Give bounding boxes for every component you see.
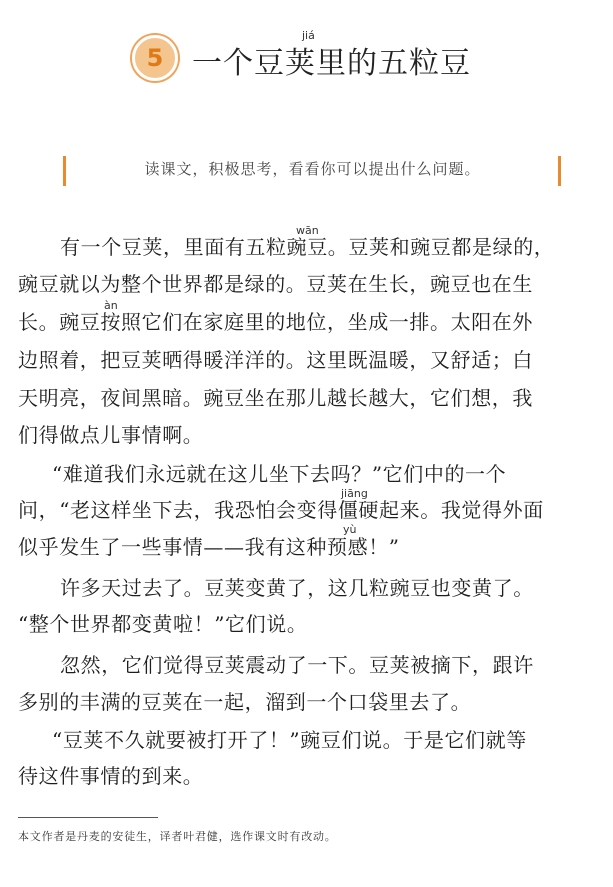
paragraph-1-line-3: 长。豌豆按照它们在家庭里的地位，坐成一排。太阳在外 bbox=[18, 310, 533, 334]
pinyin-an: àn bbox=[104, 299, 118, 312]
footnote: 本文作者是丹麦的安徒生，译者叶君健，选作课文时有改动。 bbox=[18, 830, 337, 843]
paragraph-5-line-1: “豆荚不久就要被打开了！”豌豆们说。于是它们就等 bbox=[52, 728, 527, 752]
paragraph-1-line-2: 豌豆就以为整个世界都是绿的。豆荚在生长，豌豆也在生 bbox=[18, 272, 533, 296]
paragraph-5-line-2: 待这件事情的到来。 bbox=[18, 764, 204, 788]
paragraph-4-line-2: 多别的丰满的豆荚在一起，溜到一个口袋里去了。 bbox=[18, 690, 472, 714]
pinyin-wan: wān bbox=[296, 224, 319, 237]
paragraph-1-line-1: 有一个豆荚，里面有五粒豌豆。豆荚和豌豆都是绿的， bbox=[60, 235, 555, 259]
lesson-number-badge bbox=[132, 35, 178, 81]
paragraph-1-line-6: 们得做点儿事情啊。 bbox=[18, 423, 204, 447]
pinyin-yu: yù bbox=[343, 523, 357, 536]
prompt-right-bar bbox=[558, 156, 561, 186]
paragraph-3-line-2: “整个世界都变黄啦！”它们说。 bbox=[18, 612, 308, 636]
paragraph-2-line-3: 似乎发生了一些事情——我有这种预感！” bbox=[18, 535, 400, 559]
paragraph-2-line-1: “难道我们永远就在这儿坐下去吗？”它们中的一个 bbox=[52, 462, 507, 486]
footnote-divider bbox=[18, 817, 158, 818]
paragraph-3-line-1: 许多天过去了。豆荚变黄了，这几粒豌豆也变黄了。 bbox=[60, 576, 534, 600]
prompt-left-bar bbox=[63, 156, 66, 186]
paragraph-1-line-4: 边照着，把豆荚晒得暖洋洋的。这里既温暖，又舒适；白 bbox=[18, 348, 533, 372]
paragraph-1-line-5: 天明亮，夜间黑暗。豌豆坐在那儿越长越大，它们想，我 bbox=[18, 386, 533, 410]
title-pinyin-jia: jiá bbox=[302, 29, 315, 42]
paragraph-2-line-2: 问，“老这样坐下去，我恐怕会变得僵硬起来。我觉得外面 bbox=[18, 498, 544, 522]
lesson-number: 5 bbox=[146, 44, 164, 72]
lesson-title: 一个豆荚里的五粒豆 bbox=[192, 46, 471, 81]
pinyin-jiang: jiāng bbox=[341, 487, 368, 500]
reading-prompt: 读课文，积极思考，看看你可以提出什么问题。 bbox=[144, 160, 481, 178]
paragraph-4-line-1: 忽然，它们觉得豆荚震动了一下。豆荚被摘下，跟许 bbox=[60, 653, 534, 677]
